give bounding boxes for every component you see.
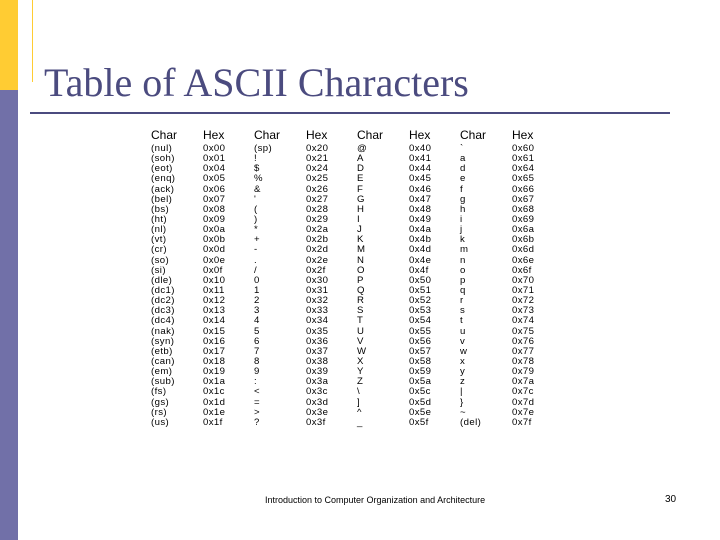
hex-cell: 0x1e	[203, 406, 226, 418]
char-cell: (ack)	[151, 183, 175, 195]
hex-cell: 0x58	[409, 355, 432, 367]
char-cell: q	[460, 284, 466, 296]
hex-cell: 0x30	[306, 274, 329, 286]
char-cell: e	[460, 173, 466, 185]
char-cell: (soh)	[151, 153, 175, 165]
char-cell: !	[254, 153, 258, 165]
char-cell: W	[357, 345, 367, 357]
char-cell: }	[460, 396, 464, 408]
char-header: Char	[254, 128, 281, 142]
hex-cell: 0x51	[409, 284, 432, 296]
hex-cell: 0x7f	[512, 416, 532, 428]
char-cell: h	[460, 203, 466, 215]
hex-cell: 0x36	[306, 335, 329, 347]
hex-cell: 0x0e	[203, 254, 226, 266]
char-cell: <	[254, 386, 261, 398]
char-cell: (rs)	[151, 406, 167, 418]
char-cell: S	[357, 305, 364, 317]
hex-cell: 0x1a	[203, 376, 226, 388]
char-cell: ^	[357, 406, 362, 418]
char-cell: 0	[254, 274, 260, 286]
char-cell: (dc4)	[151, 315, 175, 327]
hex-cell: 0x47	[409, 193, 432, 205]
char-cell: o	[460, 264, 466, 276]
hex-cell: 0x52	[409, 295, 432, 307]
char-cell: p	[460, 274, 466, 286]
char-cell: (so)	[151, 254, 170, 266]
char-cell: (dc1)	[151, 284, 175, 296]
char-cell: X	[357, 355, 364, 367]
hex-cell: 0x69	[512, 213, 535, 225]
hex-cell: 0x4e	[409, 254, 432, 266]
hex-cell: 0x24	[306, 163, 329, 175]
char-cell: ~	[460, 406, 467, 418]
char-header: Char	[151, 128, 178, 142]
char-cell: i	[460, 213, 463, 225]
hex-cell: 0x46	[409, 183, 432, 195]
hex-cell: 0x08	[203, 203, 226, 215]
char-cell: 1	[254, 284, 260, 296]
hex-cell: 0x74	[512, 315, 535, 327]
hex-cell: 0x48	[409, 203, 432, 215]
char-cell: j	[460, 224, 463, 236]
char-cell: K	[357, 234, 364, 246]
hex-cell: 0x78	[512, 355, 535, 367]
char-cell: ?	[254, 416, 260, 428]
hex-cell: 0x01	[203, 153, 226, 165]
hex-cell: 0x5f	[409, 416, 429, 428]
char-cell: 8	[254, 355, 260, 367]
hex-cell: 0x54	[409, 315, 432, 327]
char-cell: %	[254, 173, 263, 185]
char-cell: '	[254, 193, 257, 205]
hex-cell: 0x3c	[306, 386, 328, 398]
hex-cell: 0x55	[409, 325, 432, 337]
char-cell: _	[357, 416, 363, 428]
char-cell: >	[254, 406, 261, 418]
char-cell: 4	[254, 315, 260, 327]
char-cell: $	[254, 163, 260, 175]
char-cell: (dle)	[151, 274, 173, 286]
hex-cell: 0x07	[203, 193, 226, 205]
char-cell: /	[254, 264, 258, 276]
hex-cell: 0x3d	[306, 396, 329, 408]
char-cell: Q	[357, 284, 365, 296]
char-column-3	[357, 126, 409, 428]
hex-column-4	[512, 126, 563, 428]
hex-cell: 0x12	[203, 295, 226, 307]
page-number: 30	[665, 494, 677, 505]
hex-cell: 0x29	[306, 213, 329, 225]
slide-accent-bar	[0, 0, 18, 540]
hex-cell: 0x6e	[512, 254, 535, 266]
hex-cell: 0x70	[512, 274, 535, 286]
hex-cell: 0x37	[306, 345, 329, 357]
hex-cell: 0x0b	[203, 234, 226, 246]
char-cell: +	[254, 234, 261, 246]
char-cell: (sub)	[151, 376, 175, 388]
char-cell: (dc2)	[151, 295, 175, 307]
hex-cell: 0x68	[512, 203, 535, 215]
hex-cell: 0x72	[512, 295, 535, 307]
hex-cell: 0x2a	[306, 224, 329, 236]
char-cell: k	[460, 234, 466, 246]
hex-cell: 0x71	[512, 284, 535, 296]
hex-cell: 0x0a	[203, 224, 226, 236]
char-cell: A	[357, 153, 364, 165]
char-cell: P	[357, 274, 364, 286]
hex-cell: 0x59	[409, 366, 432, 378]
char-cell: g	[460, 193, 466, 205]
char-cell: (nl)	[151, 224, 167, 236]
hex-cell: 0x5e	[409, 406, 432, 418]
char-column-1	[151, 126, 203, 428]
char-cell: y	[460, 366, 466, 378]
char-cell: T	[357, 315, 364, 327]
char-cell: G	[357, 193, 365, 205]
char-cell: (vt)	[151, 234, 167, 246]
char-cell: w	[460, 345, 468, 357]
hex-cell: 0x77	[512, 345, 535, 357]
hex-cell: 0x40	[409, 143, 432, 154]
char-cell: u	[460, 325, 466, 337]
char-cell: 9	[254, 366, 260, 378]
char-cell: 5	[254, 325, 260, 337]
hex-cell: 0x1d	[203, 396, 226, 408]
char-header: Char	[460, 128, 487, 142]
char-cell: (	[254, 203, 258, 215]
hex-cell: 0x25	[306, 173, 329, 185]
hex-cell: 0x66	[512, 183, 535, 195]
char-cell: I	[357, 213, 361, 225]
hex-column-1	[203, 126, 254, 428]
hex-cell: 0x5a	[409, 376, 432, 388]
char-cell: r	[460, 295, 464, 307]
char-cell: (nak)	[151, 325, 175, 337]
hex-cell: 0x6d	[512, 244, 535, 256]
char-cell: U	[357, 325, 365, 337]
hex-cell: 0x1f	[203, 416, 223, 428]
hex-cell: 0x21	[306, 153, 329, 165]
hex-cell: 0x6b	[512, 234, 535, 246]
char-cell: .	[254, 254, 258, 266]
hex-cell: 0x14	[203, 315, 226, 327]
hex-cell: 0x2d	[306, 244, 329, 256]
hex-cell: 0x5c	[409, 386, 431, 398]
hex-cell: 0x50	[409, 274, 432, 286]
char-cell: v	[460, 335, 466, 347]
hex-cell: 0x67	[512, 193, 535, 205]
hex-cell: 0x19	[203, 366, 226, 378]
hex-cell: 0x3e	[306, 406, 329, 418]
char-cell: (can)	[151, 355, 175, 367]
char-cell: Z	[357, 376, 364, 388]
char-cell: (em)	[151, 366, 173, 378]
char-cell: @	[357, 143, 368, 154]
hex-cell: 0x61	[512, 153, 535, 165]
char-column-2	[254, 126, 306, 428]
hex-cell: 0x06	[203, 183, 226, 195]
char-cell: 6	[254, 335, 260, 347]
char-cell: F	[357, 183, 364, 195]
char-cell: D	[357, 163, 365, 175]
char-cell: (fs)	[151, 386, 167, 398]
hex-cell: 0x2b	[306, 234, 329, 246]
char-cell: J	[357, 224, 363, 236]
hex-cell: 0x6a	[512, 224, 535, 236]
char-cell: 2	[254, 295, 260, 307]
hex-cell: 0x2f	[306, 264, 326, 276]
hex-cell: 0x3a	[306, 376, 329, 388]
char-cell: x	[460, 355, 466, 367]
char-header: Char	[357, 128, 384, 142]
char-cell: `	[460, 143, 464, 154]
hex-cell: 0x0d	[203, 244, 226, 256]
hex-column-3	[409, 126, 460, 428]
hex-cell: 0x5d	[409, 396, 432, 408]
hex-cell: 0x75	[512, 325, 535, 337]
char-cell: (bel)	[151, 193, 173, 205]
hex-cell: 0x53	[409, 305, 432, 317]
hex-cell: 0x73	[512, 305, 535, 317]
hex-header: Hex	[203, 128, 225, 142]
hex-cell: 0x4b	[409, 234, 432, 246]
char-cell: H	[357, 203, 365, 215]
hex-cell: 0x76	[512, 335, 535, 347]
hex-cell: 0x2e	[306, 254, 329, 266]
hex-cell: 0x32	[306, 295, 329, 307]
hex-cell: 0x7c	[512, 386, 534, 398]
hex-cell: 0x79	[512, 366, 535, 378]
hex-cell: 0x4a	[409, 224, 432, 236]
char-cell: V	[357, 335, 364, 347]
char-cell: =	[254, 396, 261, 408]
char-cell: m	[460, 244, 469, 256]
hex-cell: 0x28	[306, 203, 329, 215]
char-cell: |	[460, 386, 463, 398]
hex-cell: 0x44	[409, 163, 432, 175]
ascii-table	[151, 126, 563, 428]
char-cell: (si)	[151, 264, 166, 276]
char-cell: d	[460, 163, 466, 175]
hex-cell: 0x05	[203, 173, 226, 185]
hex-cell: 0x39	[306, 366, 329, 378]
char-cell: (syn)	[151, 335, 175, 347]
char-cell: (nul)	[151, 143, 173, 154]
hex-cell: 0x20	[306, 143, 329, 154]
char-cell: &	[254, 183, 261, 195]
hex-cell: 0x04	[203, 163, 226, 175]
hex-cell: 0x09	[203, 213, 226, 225]
char-cell: z	[460, 376, 466, 388]
hex-cell: 0x1c	[203, 386, 225, 398]
char-cell: (dc3)	[151, 305, 175, 317]
char-cell: Y	[357, 366, 364, 378]
char-cell: \	[357, 386, 361, 398]
hex-cell: 0x49	[409, 213, 432, 225]
hex-cell: 0x33	[306, 305, 329, 317]
hex-cell: 0x64	[512, 163, 535, 175]
hex-header: Hex	[409, 128, 431, 142]
char-cell: 3	[254, 305, 260, 317]
char-cell: 7	[254, 345, 260, 357]
hex-cell: 0x60	[512, 143, 535, 154]
char-column-4	[460, 126, 512, 428]
char-cell: (sp)	[254, 143, 273, 154]
hex-cell: 0x15	[203, 325, 226, 337]
hex-cell: 0x34	[306, 315, 329, 327]
char-cell: t	[460, 315, 464, 327]
hex-cell: 0x31	[306, 284, 329, 296]
accent-vertical-rule	[18, 0, 33, 82]
hex-cell: 0x4f	[409, 264, 429, 276]
hex-cell: 0x56	[409, 335, 432, 347]
char-cell: )	[254, 213, 258, 225]
title-underline	[30, 112, 670, 114]
hex-cell: 0x3f	[306, 416, 326, 428]
char-cell: f	[460, 183, 464, 195]
hex-cell: 0x00	[203, 143, 226, 154]
char-cell: (etb)	[151, 345, 173, 357]
char-cell: *	[254, 224, 259, 236]
char-cell: n	[460, 254, 466, 266]
char-cell: M	[357, 244, 366, 256]
char-cell: R	[357, 295, 365, 307]
hex-cell: 0x16	[203, 335, 226, 347]
hex-cell: 0x26	[306, 183, 329, 195]
char-cell: (us)	[151, 416, 170, 428]
hex-cell: 0x13	[203, 305, 226, 317]
hex-cell: 0x35	[306, 325, 329, 337]
hex-cell: 0x65	[512, 173, 535, 185]
hex-cell: 0x7e	[512, 406, 535, 418]
hex-column-2	[306, 126, 357, 428]
hex-cell: 0x7a	[512, 376, 535, 388]
slide-title: Table of ASCII Characters	[44, 60, 469, 105]
hex-cell: 0x57	[409, 345, 432, 357]
char-cell: (bs)	[151, 203, 170, 215]
char-cell: N	[357, 254, 365, 266]
hex-cell: 0x27	[306, 193, 329, 205]
char-cell: (gs)	[151, 396, 170, 408]
char-cell: s	[460, 305, 466, 317]
hex-cell: 0x45	[409, 173, 432, 185]
char-cell: E	[357, 173, 364, 185]
hex-cell: 0x18	[203, 355, 226, 367]
accent-purple-block	[0, 90, 18, 540]
hex-cell: 0x11	[203, 284, 225, 296]
accent-yellow-block	[0, 0, 18, 90]
char-cell: (cr)	[151, 244, 167, 256]
hex-cell: 0x10	[203, 274, 226, 286]
char-cell: (ht)	[151, 213, 167, 225]
char-cell: ]	[357, 396, 361, 408]
hex-cell: 0x38	[306, 355, 329, 367]
hex-header: Hex	[512, 128, 534, 142]
char-cell: (enq)	[151, 173, 176, 185]
hex-cell: 0x7d	[512, 396, 535, 408]
char-cell: a	[460, 153, 466, 165]
char-cell: -	[254, 244, 258, 256]
hex-cell: 0x4d	[409, 244, 432, 256]
hex-cell: 0x6f	[512, 264, 532, 276]
hex-cell: 0x17	[203, 345, 226, 357]
char-cell: (del)	[460, 416, 482, 428]
hex-cell: 0x0f	[203, 264, 223, 276]
char-cell: O	[357, 264, 365, 276]
char-cell: :	[254, 376, 258, 388]
slide-footer: Introduction to Computer Organization and Architecture	[265, 495, 486, 505]
char-cell: (eot)	[151, 163, 173, 175]
hex-cell: 0x41	[409, 153, 432, 165]
hex-header: Hex	[306, 128, 328, 142]
